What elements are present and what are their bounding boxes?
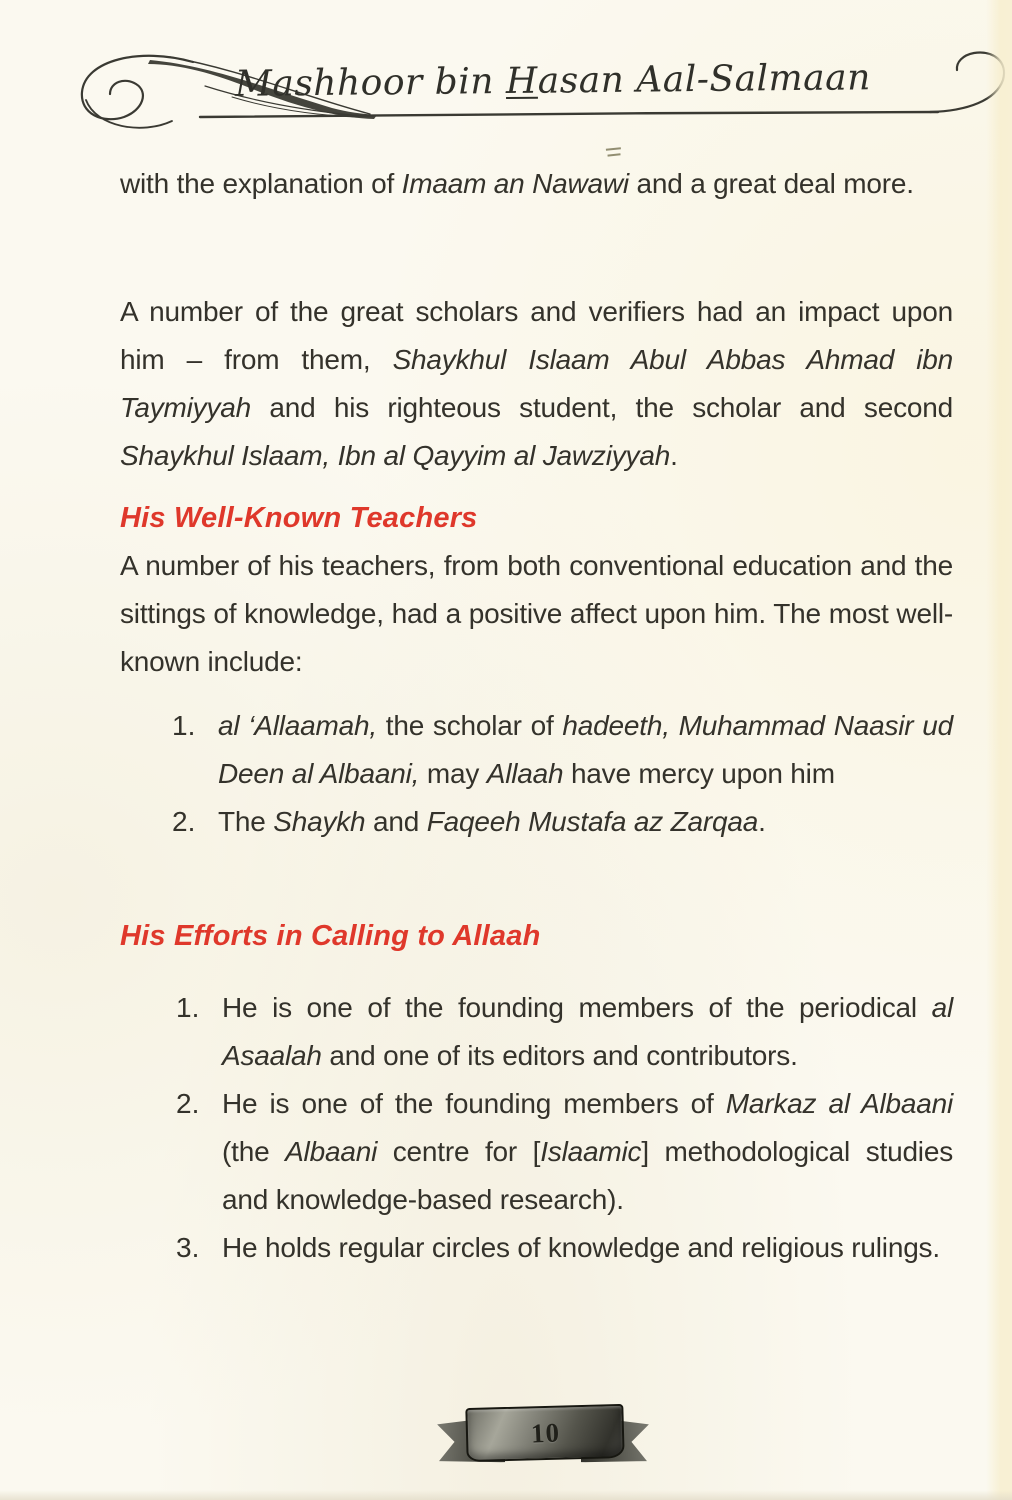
list-item [120,1080,953,1224]
ribbon-band [465,1404,624,1462]
page-edge-shading-bottom [0,1490,1012,1500]
title-text: Mashhoor bin [234,61,507,105]
list-item [120,1224,953,1272]
page-edge-shading-right [986,0,1012,1500]
page-header-title [234,57,872,107]
list-item-number: 1. [176,992,200,1023]
efforts-list [120,984,953,1272]
paragraph-scholars-impact: A number of the great scholars and verifiers had an impact upon him – from them, Shaykhul Islaam Abul Abbas Ahmad ibn Taymiyyah and his righteous student, the scholar and second Shaykhul Islaam, Ibn al Qayyim al Jawziyyah. [120,296,954,471]
scan-artifact [606,147,621,153]
list-item-number: 2. [176,1088,200,1119]
page-number-ribbon [438,1406,648,1470]
list-item [120,702,953,798]
paragraph-teachers-intro: A number of his teachers, from both conventional education and the sittings of knowledge, had a positive affect upon him. The most well-known include: [120,550,953,677]
list-item [120,984,953,1080]
list-item-text: al ‘Allaamah, the scholar of hadeeth, Muhammad Naasir ud Deen al Albaani, may Allaah have mercy upon him [218,710,953,789]
section-heading-teachers: His Well-Known Teachers [120,502,478,534]
list-item-text: He is one of the founding members of the periodical al Asaalah and one of its editors and contributors. [222,992,953,1071]
list-item-text: The Shaykh and Faqeeh Mustafa az Zarqaa. [218,806,766,837]
title-underlined-letter: H [505,60,538,103]
title-text-tail: asan Aal-Salmaan [537,57,872,102]
list-item-text: He holds regular circles of knowledge and religious rulings. [222,1232,940,1263]
list-item-text: He is one of the founding members of Markaz al Albaani (the Albaani centre for [Islaamic] methodological studies and knowledge-based research). [222,1088,954,1215]
paragraph-explanation: with the explanation of Imaam an Nawawi and a great deal more. [120,168,914,199]
list-item-number: 2. [172,806,196,837]
page-number: 10 [529,1416,561,1449]
list-item-number: 1. [172,710,196,741]
list-item [120,798,953,846]
list-item-number: 3. [176,1232,200,1263]
section-heading-efforts: His Efforts in Calling to Allaah [120,920,541,952]
teachers-list [120,702,953,846]
